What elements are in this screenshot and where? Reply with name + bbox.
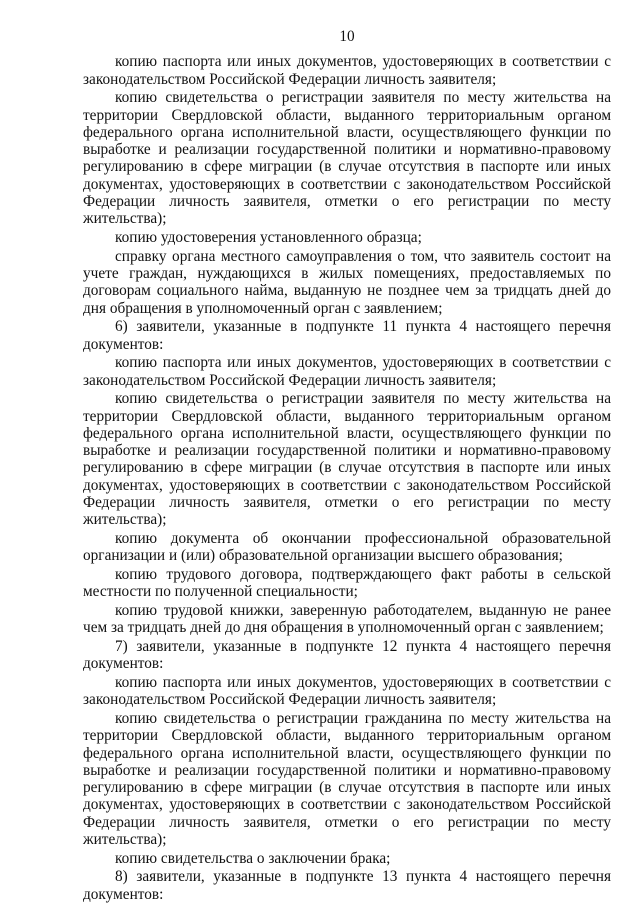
paragraph-registration-certificate: копию свидетельства о регистрации заявителя по месту жительства на территории Свердловской области, выданного территориальным органом федерального органа исполнительной власти, осуществляющего функции по выработке и реализации государственной политики и нормативно-правовому регулированию в сфере миграции (в случае отсутствия в паспорте или иных документах, удостоверяющих в соответствии с законодательством Российской Федерации личность заявителя, отметки о его регистрации по месту жительства);: [83, 89, 611, 228]
document-page: [83, 28, 611, 904]
paragraph-passport-copy: копию паспорта или иных документов, удостоверяющих в соответствии с законодательством Российской Федерации личность заявителя;: [83, 354, 611, 389]
paragraph-work-book: копию трудовой книжки, заверенную работодателем, выданную не ранее чем за тридцать дней до дня обращения в уполномоченный орган с заявлением;: [83, 602, 611, 637]
paragraph-item-8: 8) заявители, указанные в подпункте 13 пункта 4 настоящего перечня документов:: [83, 868, 611, 903]
paragraph-registration-certificate: копию свидетельства о регистрации гражданина по месту жительства на территории Свердловской области, выданного территориальным органом федерального органа исполнительной власти, осуществляющего функции по выработке и реализации государственной политики и нормативно-правовому регулированию в сфере миграции (в случае отсутствия в паспорте или иных документах, удостоверяющих в соответствии с законодательством Российской Федерации личность заявителя, отметки о его регистрации по месту жительства);: [83, 709, 611, 849]
paragraph-passport-copy: копию паспорта или иных документов, удостоверяющих в соответствии с законодательством Российской Федерации личность заявителя;: [83, 673, 611, 709]
paragraph-marriage-certificate: копию свидетельства о заключении брака;: [115, 849, 391, 867]
paragraph-registration-certificate: копию свидетельства о регистрации заявителя по месту жительства на территории Свердловской области, выданного территориальным органом федерального органа исполнительной власти, осуществляющего функции по выработке и реализации государственной политики и нормативно-правовому регулированию в сфере миграции (в случае отсутствия в паспорте или иных документах, удостоверяющих в соответствии с законодательством Российской Федерации личность заявителя, отметки о его регистрации по месту жительства);: [83, 390, 611, 529]
page-number: 10: [339, 28, 355, 45]
paragraph-certificate-copy: копию удостоверения установленного образца;: [115, 229, 422, 247]
paragraph-item-6: 6) заявители, указанные в подпункте 11 пункта 4 настоящего перечня документов:: [83, 318, 611, 353]
paragraph-local-authority-reference: справку органа местного самоуправления о том, что заявитель состоит на учете граждан, нуждающихся в жилых помещениях, предоставляемых по договорам социального найма, выданную не позднее чем за тридцать дней до дня обращения в уполномоченный орган с заявлением;: [83, 247, 611, 317]
paragraph-education-document: копию документа об окончании профессиональной образовательной организации и (или) образовательной организации высшего образования;: [83, 530, 611, 565]
paragraph-item-7: 7) заявители, указанные в подпункте 12 пункта 4 настоящего перечня документов:: [83, 638, 611, 673]
paragraph-passport-copy: копию паспорта или иных документов, удостоверяющих в соответствии с законодательством Российской Федерации личность заявителя;: [83, 53, 611, 88]
paragraph-employment-contract: копию трудового договора, подтверждающего факт работы в сельской местности по полученной специальности;: [83, 566, 611, 601]
